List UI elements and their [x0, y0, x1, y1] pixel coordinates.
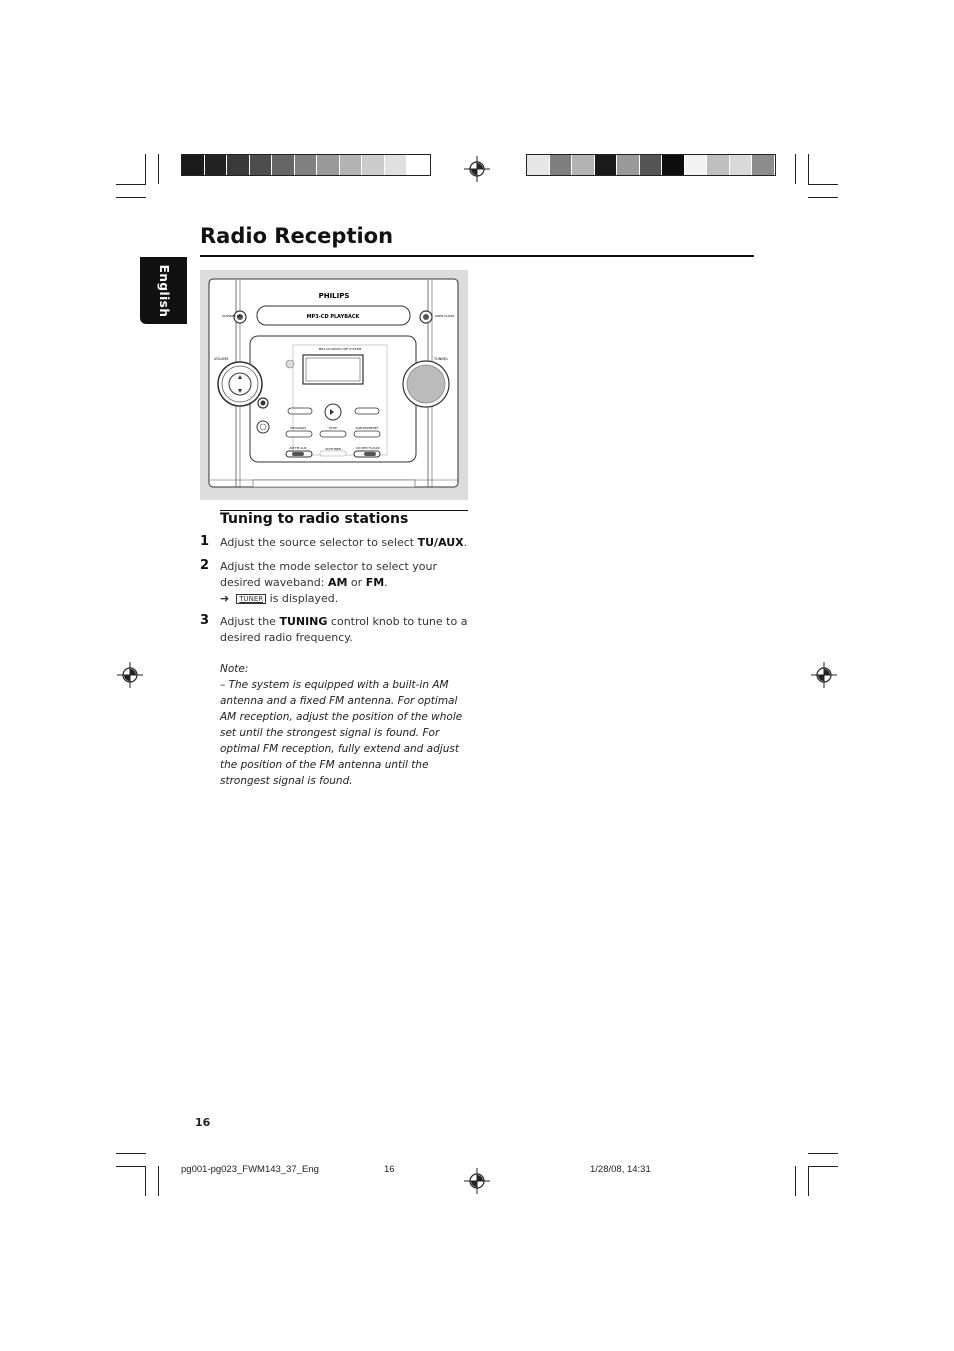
calibration-swatch — [295, 155, 318, 175]
device-illustration — [200, 270, 468, 500]
section-title: Tuning to radio stations — [220, 511, 409, 527]
title-rule — [200, 255, 754, 257]
calibration-swatch — [340, 155, 363, 175]
color-calibration-bar-right — [526, 154, 776, 176]
calibration-swatch — [317, 155, 340, 175]
note-text: – The system is equipped with a built-in AM antenna and a fixed FM antenna. For optimal AM reception, adjust the position of the whole set until the strongest signal is found. For optimal FM reception, fully extend and adjust the position of the FM antenna until the strongest signal is found. — [220, 679, 463, 787]
footer-date: 1/28/08, 14:31 — [590, 1164, 651, 1175]
crop-mark — [116, 184, 146, 185]
calibration-swatch — [250, 155, 273, 175]
cd-playback-label: MP3-CD PLAYBACK — [306, 314, 360, 320]
calibration-swatch — [617, 155, 640, 175]
page-title: Radio Reception — [200, 224, 394, 248]
color-calibration-bar-left — [181, 154, 431, 176]
tuning-label: TUNING — [434, 357, 448, 361]
crop-mark — [116, 197, 146, 198]
step-text-part: or — [347, 576, 366, 589]
step-text — [220, 535, 468, 551]
page-number: 16 — [195, 1116, 211, 1129]
crop-mark — [158, 154, 159, 184]
step-keyword: FM — [365, 576, 385, 589]
step-number: 2 — [200, 558, 210, 573]
crop-mark — [795, 1166, 796, 1196]
footer-page: 16 — [384, 1164, 395, 1175]
crop-mark — [116, 1153, 146, 1154]
stop-button[interactable] — [320, 431, 346, 437]
registration-mark-icon — [464, 156, 490, 182]
standby-label: STANDBY ON — [222, 314, 242, 318]
step-text — [220, 559, 468, 607]
open-close-label: OPEN CLOSE — [435, 314, 455, 318]
calibration-swatch — [385, 155, 408, 175]
calibration-swatch — [685, 155, 708, 175]
result-arrow-icon: ➜ — [220, 592, 230, 605]
calibration-swatch — [227, 155, 250, 175]
crop-mark — [795, 154, 796, 184]
button-label-cd-tuner: CD/TUNER — [325, 447, 341, 451]
button-label-am-fm-aux: AM FM AUX — [289, 446, 307, 450]
button-label-stop: STOP — [329, 426, 337, 430]
step-text — [220, 614, 468, 646]
calibration-swatch — [662, 155, 685, 175]
crop-mark — [145, 154, 146, 184]
calibration-swatch — [362, 155, 385, 175]
footer-filename: pg001-pg023_FWM143_37_Eng — [181, 1164, 319, 1175]
step-number: 3 — [200, 613, 210, 628]
calibration-swatch — [707, 155, 730, 175]
registration-mark-icon — [464, 1168, 490, 1194]
language-tab-label: English — [156, 264, 171, 317]
program-button[interactable] — [286, 431, 312, 437]
calibration-swatch — [730, 155, 753, 175]
registration-mark-icon — [811, 662, 837, 688]
calibration-swatch — [205, 155, 228, 175]
calibration-swatch — [572, 155, 595, 175]
calibration-swatch — [272, 155, 295, 175]
volume-label: VOLUME — [214, 357, 229, 361]
step-text-part: . — [463, 536, 468, 549]
note-block — [220, 661, 468, 789]
language-tab — [140, 257, 187, 324]
step-text-part: Adjust the source selector to select — [220, 536, 418, 549]
crop-mark — [808, 197, 838, 198]
crop-mark — [808, 154, 809, 184]
step-keyword: AM — [327, 576, 348, 589]
device-brand: PHILIPS — [318, 292, 350, 300]
album-preset-button[interactable] — [354, 431, 380, 437]
step-text-part: Adjust the — [220, 615, 280, 628]
display-caption: MP3-CD MICRO HIFI SYSTEM — [318, 347, 362, 351]
note-heading: Note: — [220, 663, 249, 675]
crop-mark — [145, 1166, 146, 1196]
crop-mark — [808, 1166, 809, 1196]
micro-hifi-drawing — [200, 270, 468, 500]
step-text-part: is displayed. — [266, 592, 339, 605]
calibration-swatch — [527, 155, 550, 175]
crop-mark — [808, 1153, 838, 1154]
calibration-swatch — [550, 155, 573, 175]
calibration-swatch — [595, 155, 618, 175]
crop-mark — [808, 1166, 838, 1167]
step-number: 1 — [200, 534, 210, 549]
lcd-display-tuner: TUNER — [236, 594, 266, 604]
step-keyword: TU/AUX — [417, 536, 464, 549]
step-text-part: Adjust the mode selector to select your desired waveband: — [220, 560, 438, 589]
calibration-swatch — [182, 155, 205, 175]
step-keyword: TUNING — [279, 615, 328, 628]
crop-mark — [158, 1166, 159, 1196]
button-label-source: CD MP3 TU/AUX — [356, 446, 380, 450]
step-text-part: control knob to tune to a desired radio frequency. — [220, 615, 468, 644]
calibration-swatch — [640, 155, 663, 175]
calibration-swatch — [752, 155, 775, 175]
registration-mark-icon — [117, 662, 143, 688]
crop-mark — [808, 184, 838, 185]
step-text-part: . — [384, 576, 388, 589]
crop-mark — [116, 1166, 146, 1167]
button-label-album-preset: ALBUM/PRESET — [355, 426, 379, 430]
button-label-program: PROGRAM — [290, 426, 306, 430]
calibration-swatch — [407, 155, 430, 175]
